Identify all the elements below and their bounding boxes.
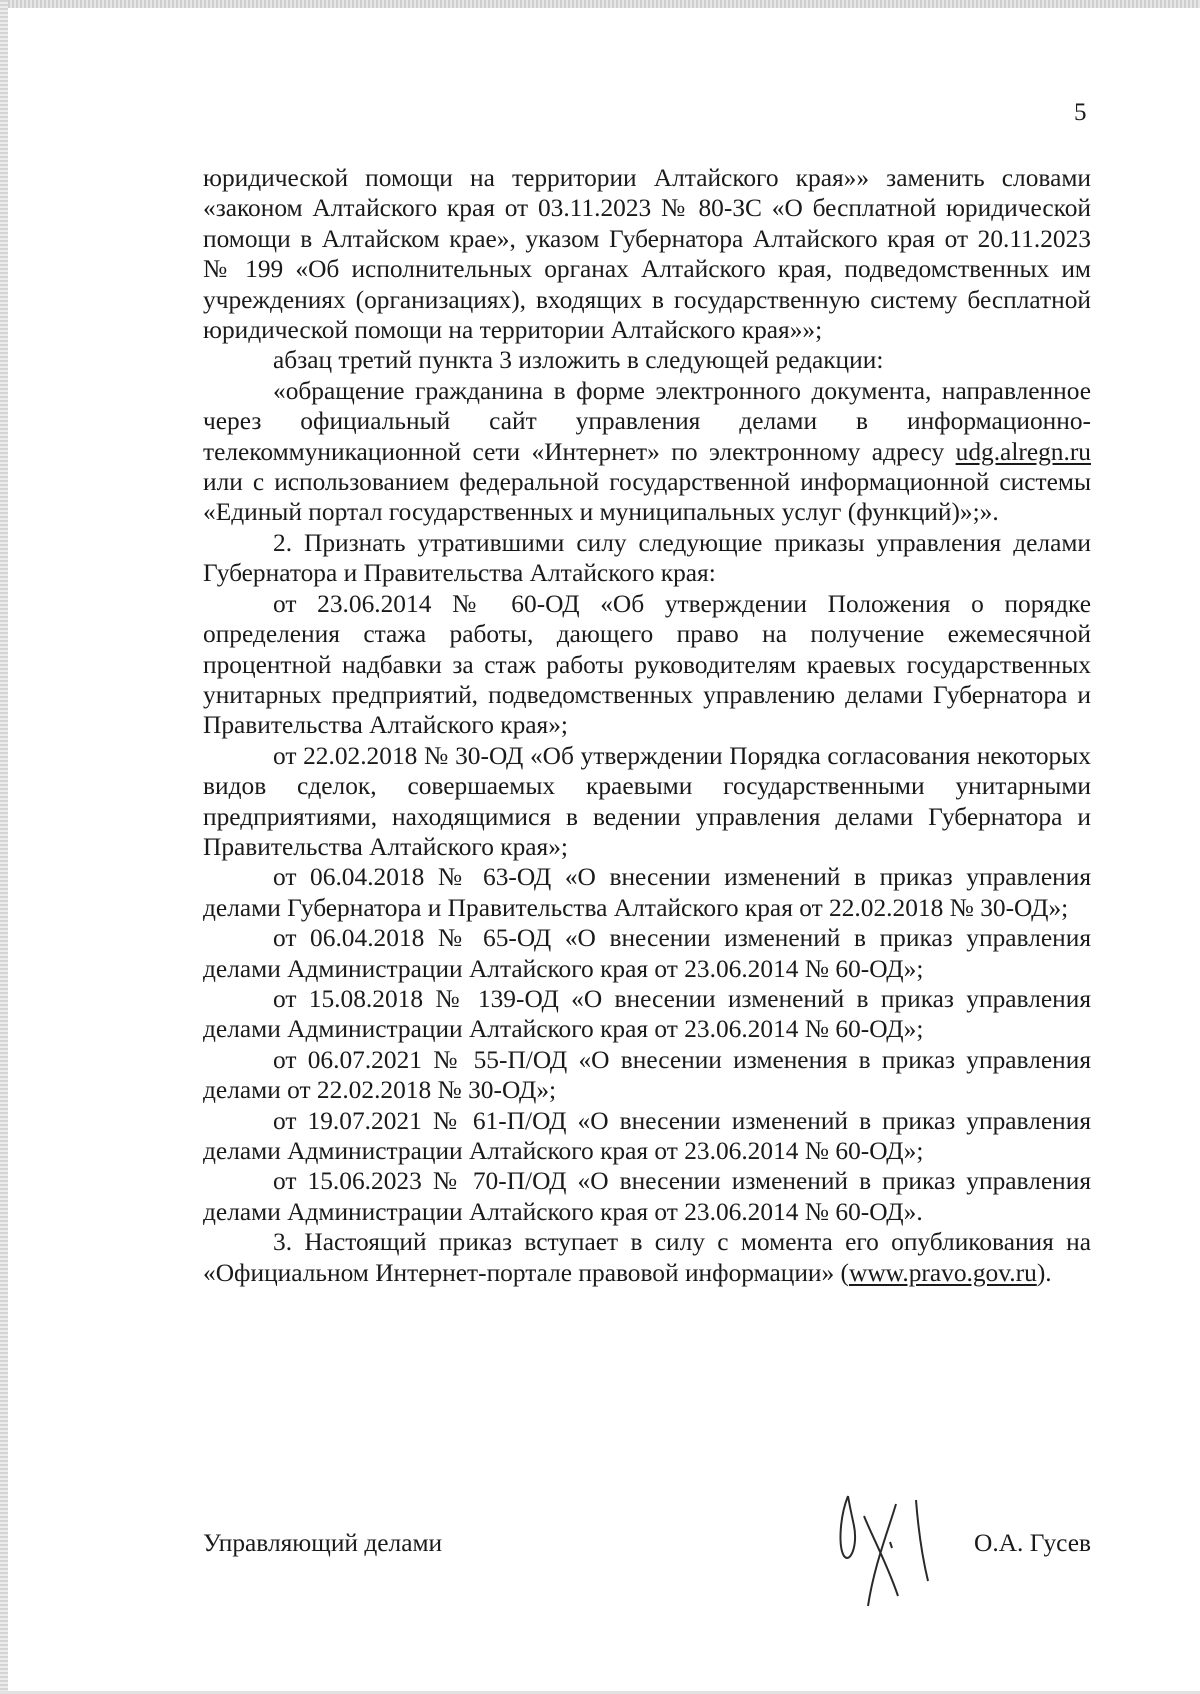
amendment-text-end: или с использованием федеральной государственной информационной системы «Единый портал государственных и муниципальных услуг (функций)»;». [203,468,1091,527]
order-list-item: от 19.07.2021 № 61-П/ОД «О внесении изменений в приказ управления делами Администрации Алтайского края от 23.06.2014 № 60-ОД»; [203,1106,1091,1165]
order-list-item: от 22.02.2018 № 30-ОД «Об утверждении Порядка согласования некоторых видов сделок, совершаемых краевыми государственными унитарными предприятиями, находящимися в ведении управления делами Губернатора и Правительства Алтайского края»; [203,741,1091,861]
signatory-name: О.А. Гусев [974,1529,1091,1557]
order-list-item: от 06.04.2018 № 65-ОД «О внесении изменений в приказ управления делами Администрации Алтайского края от 23.06.2014 № 60-ОД»; [203,924,1091,983]
paragraph-amendment-text [203,376,1091,528]
order-list-item: от 15.08.2018 № 139-ОД «О внесении изменений в приказ управления делами Администрации Алтайского края от 23.06.2014 № 60-ОД»; [203,984,1091,1044]
paragraph-item-3 [203,1227,1091,1288]
order-list-item: от 06.04.2018 № 63-ОД «О внесении изменений в приказ управления делами Губернатора и Правительства Алтайского края от 22.02.2018 № 30-ОД»; [203,863,1091,922]
paragraph-item-2: 2. Признать утратившими силу следующие приказы управления делами Губернатора и Правительства Алтайского края: [203,528,1091,588]
handwritten-signature [828,1486,938,1616]
website-link-pravo[interactable]: www.pravo.gov.ru [849,1258,1037,1287]
item-3-text-end: ). [1036,1258,1052,1287]
signature-block [203,1516,1091,1576]
signatory-position: Управляющий делами [203,1529,443,1557]
paragraph-continuation: юридической помощи на территории Алтайского края»» заменить словами «законом Алтайского края от 03.11.2023 № 80-ЗС «О бесплатной юридической помощи в Алтайском крае», указом Губернатора Алтайского края от 20.11.2023 № 199 «Об исполнительных органах Алтайского края, подведомственных им учреждениях (организациях), входящих в государственную систему бесплатной юридической помощи на территории Алтайского края»»; [203,164,1091,345]
document-body [203,163,1091,1288]
order-list-item: от 06.07.2021 № 55-П/ОД «О внесении изменения в приказ управления делами от 22.02.2018 № 30-ОД»; [203,1045,1091,1105]
order-list-item: от 23.06.2014 № 60-ОД «Об утверждении Положения о порядке определения стажа работы, дающего право на получение ежемесячной процентной надбавки за стаж работы руководителям краевых государственных унитарных предприятий, подведомственных управлению делами Губернатора и Правительства Алтайского края»; [203,589,1091,740]
scan-edge-left [0,0,8,1694]
scan-edge-top [0,0,1200,8]
page-number: 5 [1074,99,1087,126]
amendment-text-start: «обращение гражданина в форме электронного документа, направленное через официальный сайт управления делами в информационно-телекоммуникационной сети «Интернет» по электронному адресу [203,376,1091,466]
order-list-item: от 15.06.2023 № 70-П/ОД «О внесении изменений в приказ управления делами Администрации Алтайского края от 23.06.2014 № 60-ОД». [203,1167,1091,1226]
website-link-udg[interactable]: udg.alregn.ru [955,437,1091,466]
paragraph-amendment-intro: абзац третий пункта 3 изложить в следующей редакции: [273,346,884,375]
item-3-text-start: 3. Настоящий приказ вступает в силу с момента его опубликования на «Официальном Интернет-портале правовой информации» ( [203,1228,1091,1287]
